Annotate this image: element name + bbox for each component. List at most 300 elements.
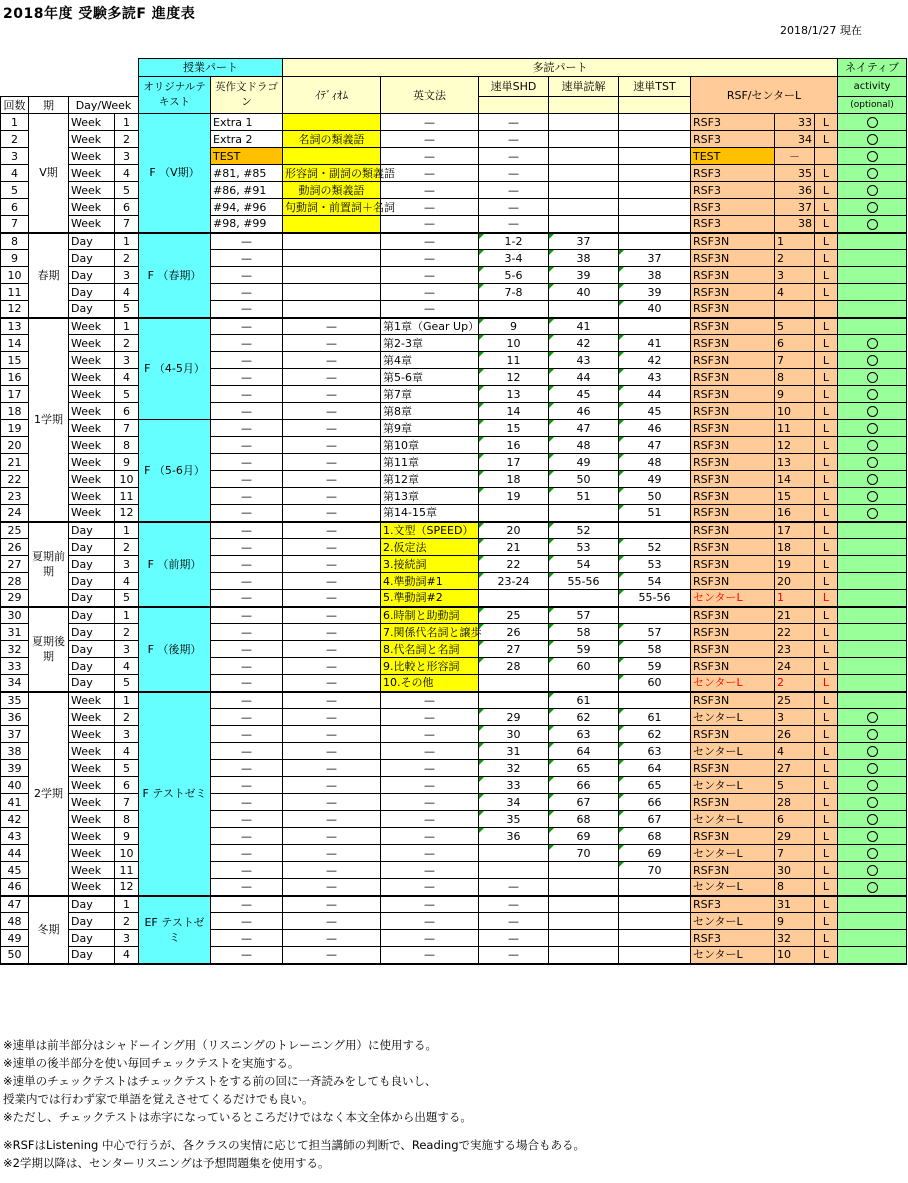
eisakubun-cell: —	[211, 794, 283, 811]
row-unit: 6	[115, 199, 139, 216]
header-tadoku-part: 多読パート	[283, 59, 838, 77]
grammar-cell: 第5-6章	[381, 369, 479, 386]
circle-icon	[867, 729, 878, 740]
eisakubun-cell: —	[211, 896, 283, 913]
sokutan-shd-cell: —	[479, 930, 549, 947]
eisakubun-cell: #86, #91	[211, 182, 283, 199]
row-type: Week	[69, 165, 115, 182]
activity-cell	[838, 845, 907, 862]
rsf-level-cell: L	[815, 488, 838, 505]
period-label: 夏期前期	[29, 522, 69, 607]
grammar-cell: —	[381, 182, 479, 199]
table-row	[1, 879, 907, 896]
row-type: Day	[69, 539, 115, 556]
circle-icon	[867, 780, 878, 791]
rsf-number-cell: 28	[775, 794, 815, 811]
row-unit: 9	[115, 454, 139, 471]
rsf-book-cell: RSF3	[691, 131, 775, 148]
header-row-1	[1, 59, 907, 77]
header-native: ネイティブ	[838, 59, 907, 77]
sokutan-tst-cell: 70	[619, 862, 691, 879]
eisakubun-cell: —	[211, 522, 283, 539]
row-unit: 1	[115, 233, 139, 250]
row-unit: 7	[115, 420, 139, 437]
rsf-number-cell: 6	[775, 335, 815, 352]
rsf-level-cell: L	[815, 709, 838, 726]
row-number: 4	[1, 165, 29, 182]
sokutan-tst-cell: 48	[619, 454, 691, 471]
rsf-level-cell: L	[815, 556, 838, 573]
sokutan-tst-cell	[619, 607, 691, 624]
rsf-number-cell: 7	[775, 845, 815, 862]
row-unit: 1	[115, 318, 139, 335]
table-row	[1, 794, 907, 811]
sokutan-tst-cell	[619, 913, 691, 930]
header-idiom: ｲﾃﾞｨｵﾑ	[283, 77, 381, 114]
grammar-cell: —	[381, 743, 479, 760]
row-type: Week	[69, 420, 115, 437]
row-number: 24	[1, 505, 29, 522]
rsf-book-cell: センターL	[691, 743, 775, 760]
rsf-number-cell: 31	[775, 896, 815, 913]
grammar-cell: —	[381, 777, 479, 794]
sokutan-tst-cell	[619, 947, 691, 964]
activity-cell	[838, 777, 907, 794]
idiom-cell: —	[283, 556, 381, 573]
rsf-book-cell: RSF3N	[691, 624, 775, 641]
row-unit: 12	[115, 505, 139, 522]
sokutan-dokkai-cell: 58	[549, 624, 619, 641]
row-number: 42	[1, 811, 29, 828]
table-row	[1, 301, 907, 318]
grammar-cell: 第14-15章	[381, 505, 479, 522]
rsf-number-cell: 6	[775, 811, 815, 828]
row-type: Day	[69, 641, 115, 658]
activity-cell	[838, 403, 907, 420]
rsf-book-cell: センターL	[691, 913, 775, 930]
row-unit: 10	[115, 471, 139, 488]
row-number: 23	[1, 488, 29, 505]
circle-icon	[867, 117, 878, 128]
idiom-cell: —	[283, 437, 381, 454]
eisakubun-cell: —	[211, 845, 283, 862]
table-row	[1, 199, 907, 216]
row-type: Week	[69, 794, 115, 811]
rsf-level-cell: L	[815, 913, 838, 930]
header-blank	[1, 59, 139, 77]
sokutan-dokkai-cell	[549, 131, 619, 148]
row-unit: 5	[115, 301, 139, 318]
sokutan-shd-cell: 25	[479, 607, 549, 624]
rsf-number-cell: 22	[775, 624, 815, 641]
row-number: 43	[1, 828, 29, 845]
sokutan-tst-cell: 46	[619, 420, 691, 437]
sokutan-dokkai-cell	[549, 590, 619, 607]
activity-cell	[838, 335, 907, 352]
original-text-group: F （V期）	[139, 114, 211, 233]
eisakubun-cell: —	[211, 420, 283, 437]
table-row	[1, 743, 907, 760]
table-row	[1, 573, 907, 590]
idiom-cell: —	[283, 539, 381, 556]
sokutan-tst-cell: 69	[619, 845, 691, 862]
header-blank	[549, 97, 619, 114]
original-text-group: F テストゼミ	[139, 692, 211, 896]
rsf-number-cell: 36	[775, 182, 815, 199]
row-unit: 2	[115, 539, 139, 556]
eisakubun-cell: —	[211, 488, 283, 505]
rsf-book-cell: RSF3N	[691, 403, 775, 420]
period-label: V期	[29, 114, 69, 233]
rsf-level-cell: L	[815, 522, 838, 539]
idiom-cell: —	[283, 658, 381, 675]
header-ki: 期	[29, 97, 69, 114]
row-number: 27	[1, 556, 29, 573]
row-type: Week	[69, 403, 115, 420]
activity-cell	[838, 233, 907, 250]
rsf-number-cell: 3	[775, 709, 815, 726]
sokutan-shd-cell: 11	[479, 352, 549, 369]
sokutan-shd-cell	[479, 845, 549, 862]
rsf-level-cell: L	[815, 267, 838, 284]
circle-icon	[867, 185, 878, 196]
grammar-cell: 第8章	[381, 403, 479, 420]
row-type: Week	[69, 879, 115, 896]
table-row	[1, 709, 907, 726]
grammar-cell: —	[381, 131, 479, 148]
sokutan-tst-cell	[619, 522, 691, 539]
sokutan-shd-cell	[479, 862, 549, 879]
rsf-level-cell: L	[815, 454, 838, 471]
grammar-cell: —	[381, 794, 479, 811]
rsf-level-cell: L	[815, 726, 838, 743]
original-text-group: F （春期）	[139, 233, 211, 318]
activity-cell	[838, 420, 907, 437]
row-unit: 6	[115, 403, 139, 420]
row-number: 48	[1, 913, 29, 930]
idiom-cell: 名詞の類義語	[283, 131, 381, 148]
sokutan-shd-cell	[479, 505, 549, 522]
row-unit: 4	[115, 369, 139, 386]
eisakubun-cell: —	[211, 726, 283, 743]
rsf-number-cell: 8	[775, 879, 815, 896]
grammar-cell: —	[381, 760, 479, 777]
rsf-number-cell: 32	[775, 930, 815, 947]
sokutan-dokkai-cell	[549, 505, 619, 522]
idiom-cell: —	[283, 930, 381, 947]
sokutan-shd-cell: 3-4	[479, 250, 549, 267]
rsf-book-cell: RSF3N	[691, 556, 775, 573]
row-unit: 11	[115, 488, 139, 505]
grammar-cell: —	[381, 828, 479, 845]
row-unit: 1	[115, 692, 139, 709]
sokutan-dokkai-cell	[549, 114, 619, 131]
table-row	[1, 335, 907, 352]
rsf-level-cell: L	[815, 641, 838, 658]
sokutan-dokkai-cell: 69	[549, 828, 619, 845]
activity-cell	[838, 573, 907, 590]
sokutan-dokkai-cell: 42	[549, 335, 619, 352]
row-unit: 1	[115, 896, 139, 913]
note-line: ※速単は前半部分はシャドーイング用（リスニングのトレーニング用）に使用する。	[3, 1038, 437, 1052]
row-unit: 2	[115, 335, 139, 352]
activity-cell	[838, 114, 907, 131]
row-unit: 5	[115, 182, 139, 199]
grammar-cell: 6.時制と助動詞	[381, 607, 479, 624]
table-row	[1, 369, 907, 386]
eisakubun-cell: Extra 2	[211, 131, 283, 148]
eisakubun-cell: —	[211, 233, 283, 250]
sokutan-tst-cell: 40	[619, 301, 691, 318]
rsf-number-cell: 15	[775, 488, 815, 505]
rsf-book-cell: RSF3N	[691, 692, 775, 709]
sokutan-tst-cell	[619, 318, 691, 335]
sokutan-dokkai-cell: 70	[549, 845, 619, 862]
table-row	[1, 522, 907, 539]
row-unit: 3	[115, 148, 139, 165]
activity-cell	[838, 369, 907, 386]
table-row	[1, 318, 907, 335]
idiom-cell: —	[283, 828, 381, 845]
sokutan-tst-cell: 68	[619, 828, 691, 845]
sokutan-dokkai-cell	[549, 862, 619, 879]
header-activity: activity	[838, 77, 907, 97]
idiom-cell: —	[283, 471, 381, 488]
rsf-number-cell: 25	[775, 692, 815, 709]
rsf-level-cell: L	[815, 437, 838, 454]
sokutan-dokkai-cell	[549, 165, 619, 182]
table-row	[1, 505, 907, 522]
row-number: 47	[1, 896, 29, 913]
sokutan-dokkai-cell: 52	[549, 522, 619, 539]
row-number: 40	[1, 777, 29, 794]
rsf-book-cell: RSF3	[691, 930, 775, 947]
header-blank	[479, 97, 549, 114]
sokutan-tst-cell: 50	[619, 488, 691, 505]
sokutan-tst-cell: 64	[619, 760, 691, 777]
rsf-book-cell: RSF3N	[691, 573, 775, 590]
sokutan-dokkai-cell	[549, 148, 619, 165]
rsf-book-cell: RSF3N	[691, 335, 775, 352]
circle-icon	[867, 372, 878, 383]
activity-cell	[838, 352, 907, 369]
idiom-cell	[283, 267, 381, 284]
grammar-cell: —	[381, 284, 479, 301]
grammar-cell: —	[381, 811, 479, 828]
sokutan-dokkai-cell: 48	[549, 437, 619, 454]
sokutan-shd-cell: 22	[479, 556, 549, 573]
activity-cell	[838, 794, 907, 811]
idiom-cell: —	[283, 573, 381, 590]
circle-icon	[867, 423, 878, 434]
table-row	[1, 862, 907, 879]
grammar-cell: 第7章	[381, 386, 479, 403]
activity-cell	[838, 165, 907, 182]
row-number: 15	[1, 352, 29, 369]
sokutan-tst-cell: 52	[619, 539, 691, 556]
eisakubun-cell: —	[211, 930, 283, 947]
table-row	[1, 284, 907, 301]
circle-icon	[867, 134, 878, 145]
note-spacer	[3, 1126, 585, 1136]
sokutan-dokkai-cell: 63	[549, 726, 619, 743]
rsf-book-cell: センターL	[691, 590, 775, 607]
header-rsf-center: RSF/センターL	[691, 77, 838, 114]
table-row	[1, 556, 907, 573]
table-row	[1, 760, 907, 777]
rsf-number-cell: 29	[775, 828, 815, 845]
activity-cell	[838, 216, 907, 233]
rsf-book-cell: RSF3N	[691, 607, 775, 624]
rsf-level-cell: L	[815, 811, 838, 828]
table-row	[1, 454, 907, 471]
rsf-book-cell: RSF3	[691, 182, 775, 199]
grammar-cell: —	[381, 879, 479, 896]
circle-icon	[867, 491, 878, 502]
row-number: 37	[1, 726, 29, 743]
idiom-cell: —	[283, 947, 381, 964]
row-number: 13	[1, 318, 29, 335]
idiom-cell: —	[283, 590, 381, 607]
activity-cell	[838, 930, 907, 947]
sokutan-tst-cell: 41	[619, 335, 691, 352]
rsf-book-cell: RSF3N	[691, 862, 775, 879]
row-unit: 3	[115, 726, 139, 743]
sokutan-shd-cell: 34	[479, 794, 549, 811]
header-sokutan-tst: 速単TST	[619, 77, 691, 97]
row-unit: 5	[115, 760, 139, 777]
row-type: Week	[69, 777, 115, 794]
rsf-level-cell: L	[815, 233, 838, 250]
sokutan-shd-cell: 13	[479, 386, 549, 403]
table-row	[1, 131, 907, 148]
sokutan-tst-cell: 59	[619, 658, 691, 675]
grammar-cell: —	[381, 250, 479, 267]
rsf-book-cell: RSF3N	[691, 539, 775, 556]
rsf-book-cell: RSF3N	[691, 437, 775, 454]
circle-icon	[867, 848, 878, 859]
rsf-number-cell: 2	[775, 250, 815, 267]
row-number: 12	[1, 301, 29, 318]
rsf-level-cell: L	[815, 539, 838, 556]
circle-icon	[867, 763, 878, 774]
note-line: 授業内では行わず家で単語を覚えさせてくるだけでも良い。	[3, 1092, 314, 1106]
idiom-cell: —	[283, 811, 381, 828]
table-row	[1, 726, 907, 743]
rsf-number-cell: 20	[775, 573, 815, 590]
note-line: ※2学期以降は、センターリスニングは予想問題集を使用する。	[3, 1156, 330, 1170]
note-line: ※速単の後半部分を使い毎回チェックテストを実施する。	[3, 1056, 300, 1070]
activity-cell	[838, 879, 907, 896]
activity-cell	[838, 539, 907, 556]
rsf-number-cell: 38	[775, 216, 815, 233]
row-number: 36	[1, 709, 29, 726]
rsf-number-cell: 30	[775, 862, 815, 879]
sokutan-tst-cell	[619, 182, 691, 199]
rsf-level-cell: L	[815, 624, 838, 641]
grammar-cell: 4.準動詞#1	[381, 573, 479, 590]
row-type: Day	[69, 947, 115, 964]
grammar-cell: —	[381, 233, 479, 250]
table-row	[1, 896, 907, 913]
row-number: 33	[1, 658, 29, 675]
row-type: Day	[69, 522, 115, 539]
rsf-book-cell: センターL	[691, 947, 775, 964]
period-label: 春期	[29, 233, 69, 318]
row-number: 3	[1, 148, 29, 165]
rsf-book-cell: RSF3N	[691, 658, 775, 675]
period-label: 夏期後期	[29, 607, 69, 692]
sokutan-tst-cell: 58	[619, 641, 691, 658]
rsf-number-cell: 27	[775, 760, 815, 777]
rsf-book-cell: RSF3N	[691, 760, 775, 777]
rsf-number-cell: 33	[775, 114, 815, 131]
activity-cell	[838, 658, 907, 675]
table-row	[1, 250, 907, 267]
sokutan-dokkai-cell: 54	[549, 556, 619, 573]
activity-cell	[838, 148, 907, 165]
circle-icon	[867, 202, 878, 213]
activity-cell	[838, 607, 907, 624]
sokutan-dokkai-cell: 66	[549, 777, 619, 794]
sokutan-shd-cell: —	[479, 216, 549, 233]
rsf-level-cell: L	[815, 199, 838, 216]
idiom-cell: —	[283, 760, 381, 777]
note-line: ※RSFはListening 中心で行うが、各クラスの実情に応じて担当講師の判断で、Readingで実施する場合もある。	[3, 1138, 586, 1152]
rsf-number-cell: 37	[775, 199, 815, 216]
row-type: Week	[69, 760, 115, 777]
rsf-number-cell: 23	[775, 641, 815, 658]
eisakubun-cell: —	[211, 505, 283, 522]
sokutan-tst-cell	[619, 199, 691, 216]
grammar-cell: 9.比較と形容詞	[381, 658, 479, 675]
sokutan-shd-cell: 17	[479, 454, 549, 471]
sokutan-shd-cell: 32	[479, 760, 549, 777]
idiom-cell: —	[283, 488, 381, 505]
eisakubun-cell: —	[211, 590, 283, 607]
eisakubun-cell: #81, #85	[211, 165, 283, 182]
idiom-cell: 句動詞・前置詞＋名詞	[283, 199, 381, 216]
rsf-book-cell: センターL	[691, 709, 775, 726]
sokutan-shd-cell: 35	[479, 811, 549, 828]
sokutan-shd-cell: 15	[479, 420, 549, 437]
row-type: Day	[69, 624, 115, 641]
original-text-group: F （5-6月）	[139, 420, 211, 522]
grammar-cell: 10.その他	[381, 675, 479, 692]
rsf-number-cell: 19	[775, 556, 815, 573]
grammar-cell: —	[381, 862, 479, 879]
sokutan-dokkai-cell	[549, 930, 619, 947]
eisakubun-cell: —	[211, 352, 283, 369]
sokutan-dokkai-cell: 60	[549, 658, 619, 675]
header-jugyo-part: 授業パート	[139, 59, 283, 77]
rsf-level-cell: L	[815, 862, 838, 879]
eisakubun-cell: TEST	[211, 148, 283, 165]
idiom-cell: —	[283, 403, 381, 420]
activity-cell	[838, 556, 907, 573]
grammar-cell: 第12章	[381, 471, 479, 488]
rsf-book-cell: RSF3	[691, 199, 775, 216]
circle-icon	[867, 406, 878, 417]
idiom-cell: —	[283, 505, 381, 522]
rsf-level-cell: L	[815, 930, 838, 947]
idiom-cell: 形容詞・副詞の類義語	[283, 165, 381, 182]
activity-cell	[838, 760, 907, 777]
sokutan-tst-cell	[619, 216, 691, 233]
rsf-book-cell: RSF3	[691, 216, 775, 233]
table-row	[1, 471, 907, 488]
sokutan-tst-cell: 63	[619, 743, 691, 760]
